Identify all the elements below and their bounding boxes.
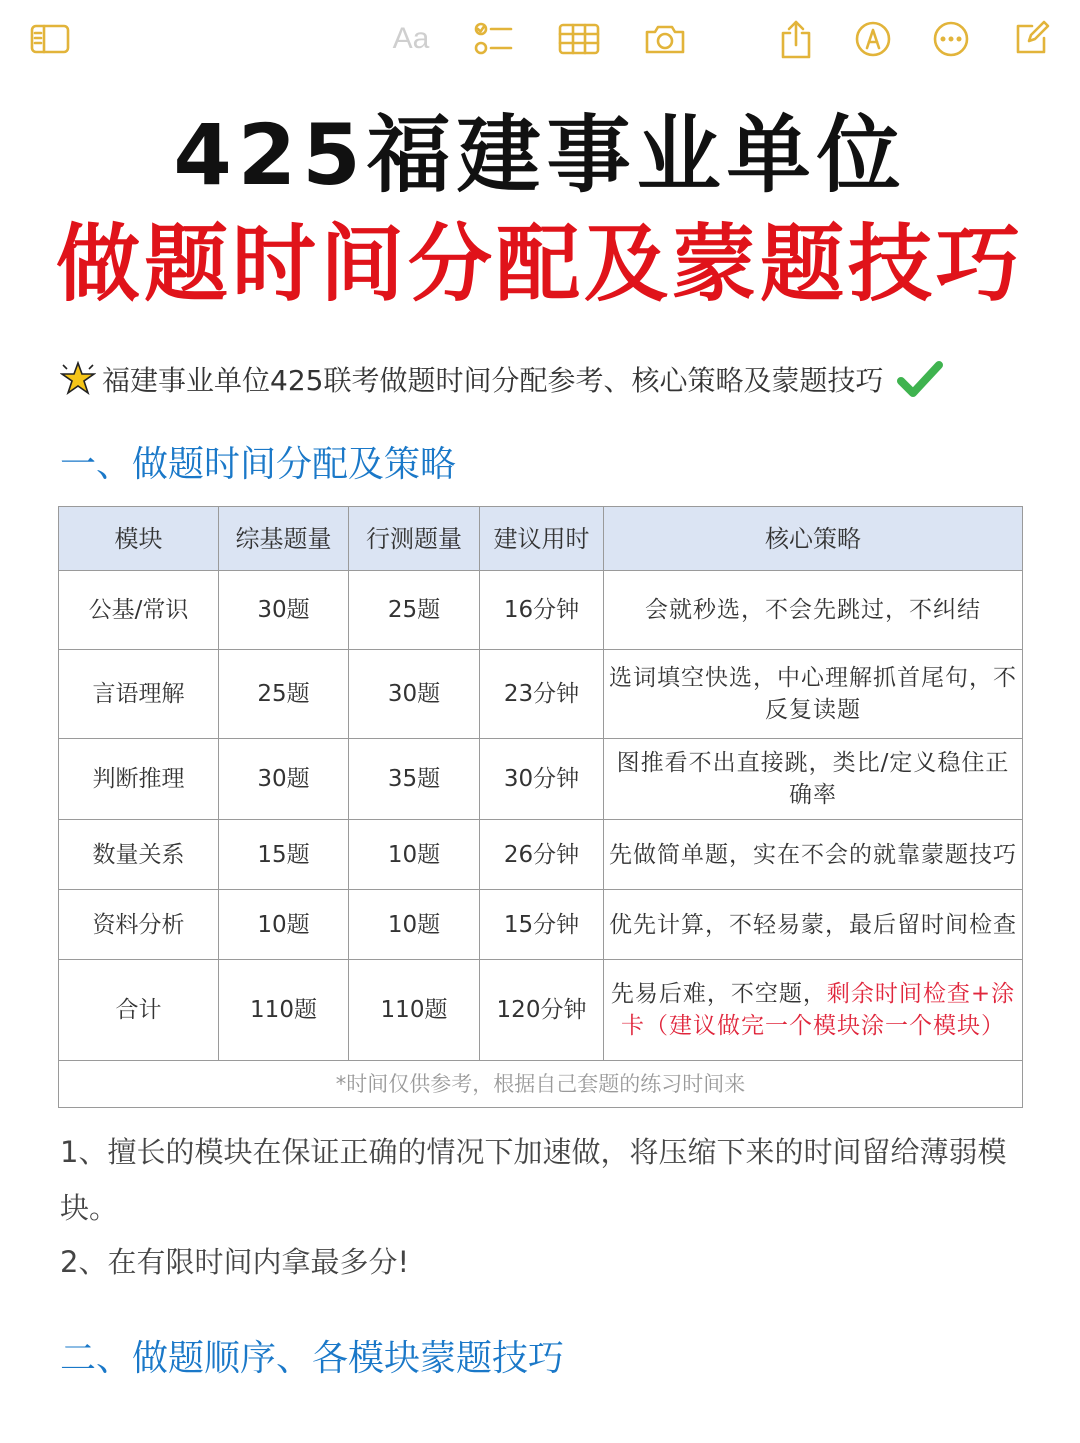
camera-icon[interactable] [642,18,688,60]
strategy-cell: 先做简单题，实在不会的就靠蒙题技巧 [604,820,1023,890]
module-cell: 资料分析 [59,890,219,960]
time-cell: 23分钟 [480,650,604,739]
checklist-icon[interactable] [472,18,516,60]
compose-icon[interactable] [1010,18,1052,60]
column-header: 核心策略 [604,507,1023,571]
strategy-cell: 选词填空快选，中心理解抓首尾句，不反复读题 [604,650,1023,739]
time-cell: 15分钟 [480,890,604,960]
table-icon[interactable] [556,18,602,60]
xingce-count-cell: 30题 [349,650,480,739]
table-row [59,890,1023,960]
time-cell: 16分钟 [480,571,604,650]
page-title-line2: 做题时间分配及蒙题技巧 [55,215,1024,313]
time-total-cell: 120分钟 [480,960,604,1061]
table-row [59,571,1023,650]
table-note: *时间仅供参考，根据自己套题的练习时间来 [59,1061,1023,1108]
zongji-count-cell: 15题 [219,820,349,890]
time-cell: 30分钟 [480,739,604,820]
zongji-count-cell: 10题 [219,890,349,960]
table-header-row [59,507,1023,571]
column-header: 综基题量 [219,507,349,571]
zongji-count-cell: 30题 [219,739,349,820]
column-header: 行测题量 [349,507,480,571]
total-strategy-text: 先易后难，不空题， [610,981,827,1007]
xingce-count-cell: 25题 [349,571,480,650]
share-icon[interactable] [776,18,816,60]
total-strategy-highlight: 剩余时间检查+涂卡（建议做完一个模块涂一个模块） [621,981,1016,1039]
xingce-count-cell: 10题 [349,820,480,890]
zongji-count-cell: 25题 [219,650,349,739]
strategy-cell: 会就秒选，不会先跳过，不纠结 [604,571,1023,650]
tip-paragraph-1: 1、擅长的模块在保证正确的情况下加速做，将压缩下来的时间留给薄弱模块。 [60,1135,1007,1225]
module-cell: 数量关系 [59,820,219,890]
zongji-count-cell: 30题 [219,571,349,650]
table-note-row [59,1061,1023,1108]
zongji-total-cell: 110题 [219,960,349,1061]
sidebar-icon[interactable] [28,18,72,60]
total-strategy-cell [604,960,1023,1061]
table-row [59,820,1023,890]
xingce-total-cell: 110题 [349,960,480,1061]
strategy-cell: 图推看不出直接跳，类比/定义稳住正确率 [604,739,1023,820]
module-cell: 公基/常识 [59,571,219,650]
sparkle-star-icon [60,361,96,397]
module-cell: 言语理解 [59,650,219,739]
tip-paragraph-2: 2、在有限时间内拿最多分! [60,1245,410,1279]
more-icon[interactable] [930,18,972,60]
module-cell: 判断推理 [59,739,219,820]
text-format-button[interactable]: Aa [392,22,430,55]
column-header: 模块 [59,507,219,571]
xingce-count-cell: 35题 [349,739,480,820]
time-cell: 26分钟 [480,820,604,890]
time-allocation-table [58,506,1023,1108]
intro-line [60,356,1040,402]
xingce-count-cell: 10题 [349,890,480,960]
section-title-answer-order: 二、做题顺序、各模块蒙题技巧 [60,1338,565,1379]
section-title-time-allocation: 一、做题时间分配及策略 [60,444,457,485]
markup-icon[interactable] [852,18,894,60]
table-total-row [59,960,1023,1061]
checkmark-icon [895,357,945,401]
toolbar [0,0,1080,80]
table-row [59,650,1023,739]
intro-text: 福建事业单位425联考做题时间分配参考、核心策略及蒙题技巧 [102,364,884,397]
column-header: 建议用时 [480,507,604,571]
page-title-line1: 425福建事业单位 [173,106,907,204]
total-label-cell: 合计 [59,960,219,1061]
table-row [59,739,1023,820]
strategy-cell: 优先计算，不轻易蒙，最后留时间检查 [604,890,1023,960]
